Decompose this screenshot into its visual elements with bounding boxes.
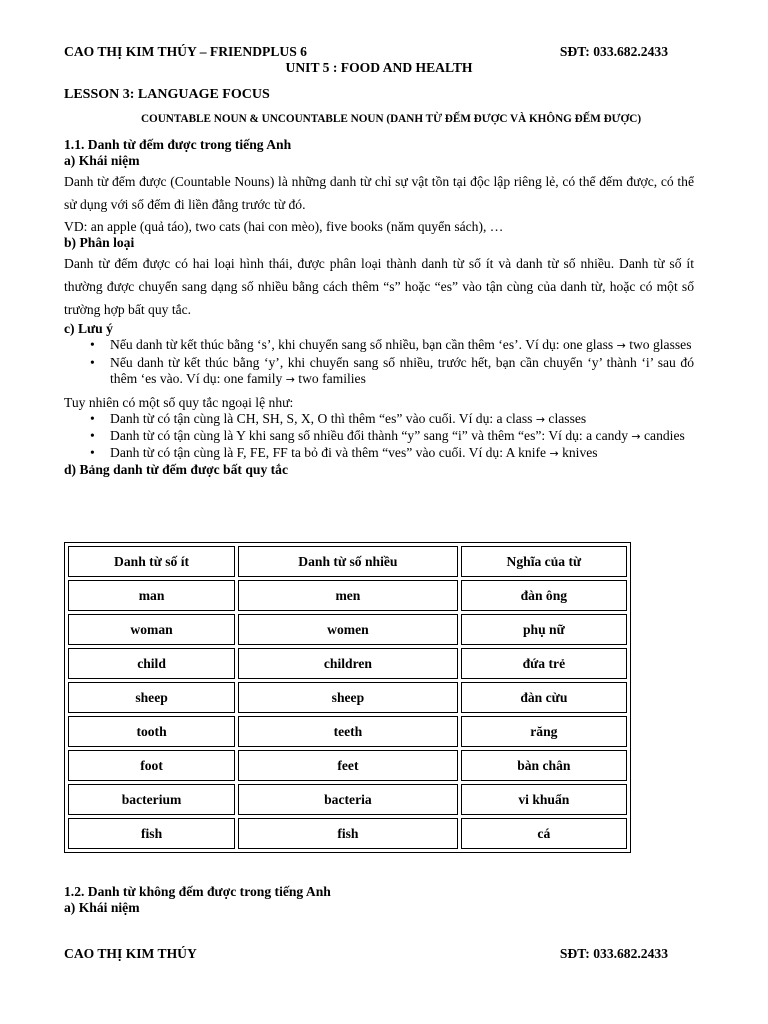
arrow-icon: → [616, 339, 626, 352]
exception-item: • Danh từ có tận cùng là CH, SH, S, X, O thì thêm “es” vào cuối. Ví dụ: a class → classes [110, 411, 694, 428]
footer-phone: SĐT: 033.682.2433 [559, 946, 668, 961]
table-cell: cá [461, 818, 627, 849]
table-cell: bacterium [68, 784, 235, 815]
table-cell: fish [68, 818, 235, 849]
section-d-heading: d) Bảng danh từ đếm được bất quy tắc [64, 462, 289, 477]
section-b-text: Danh từ đếm được có hai loại hình thái, được phân loại thành danh từ số ít và danh từ số nhiều. Danh từ số ít thường được chuyển sang dạng số nhiều bằng cách thêm “s” hoặc “es” vào tận cùng của danh từ, hoặc có một số trường hợp bất quy tắc. [64, 256, 694, 317]
table-cell: man [68, 580, 235, 611]
table-cell: vi khuẩn [461, 784, 627, 815]
table-cell: đứa trẻ [461, 648, 627, 679]
unit-title: UNIT 5 : FOOD AND HEALTH [285, 60, 473, 75]
arrow-icon: → [549, 447, 559, 460]
table-cell: child [68, 648, 235, 679]
irregular-nouns-table [64, 542, 631, 853]
document-page [64, 44, 694, 478]
table-cell: răng [461, 716, 627, 747]
table-row [68, 614, 627, 645]
example-line: VD: an apple (quả táo), two cats (hai con mèo), five books (năm quyển sách), … [64, 219, 504, 234]
footer-author: CAO THỊ KIM THÚY [64, 946, 197, 961]
page-footer [64, 946, 694, 962]
table-header-cell: Danh từ số nhiều [238, 546, 458, 577]
arrow-icon: → [631, 430, 641, 443]
table-cell: teeth [238, 716, 458, 747]
table-row [68, 818, 627, 849]
table-row [68, 750, 627, 781]
table-header-cell: Danh từ số ít [68, 546, 235, 577]
section-1-2-a-heading: a) Khái niệm [64, 900, 140, 915]
arrow-icon: → [535, 413, 546, 426]
exception-item: • Danh từ có tận cùng là F, FE, FF ta bỏ đi và thêm “ves” vào cuối. Ví dụ: A knife → knives [110, 445, 694, 462]
table-cell: men [238, 580, 458, 611]
section-1-2-heading: 1.2. Danh từ không đếm được trong tiếng Anh [64, 884, 331, 899]
table-row [68, 682, 627, 713]
table-header-row [68, 546, 627, 577]
exception-item: • Danh từ có tận cùng là Y khi sang số nhiều đổi thành “y” sang “i” và thêm “es”: Ví dụ: a candy → candies [110, 428, 694, 445]
lesson-title: LESSON 3: LANGUAGE FOCUS [64, 87, 270, 102]
table-row [68, 580, 627, 611]
section-1-1-heading: 1.1. Danh từ đếm được trong tiếng Anh [64, 137, 292, 152]
table-cell: feet [238, 750, 458, 781]
table-cell: đàn ông [461, 580, 627, 611]
table-row [68, 716, 627, 747]
table-header-cell: Nghĩa của từ [461, 546, 627, 577]
table-cell: phụ nữ [461, 614, 627, 645]
header-author: CAO THỊ KIM THÚY – FRIENDPLUS 6 [64, 44, 307, 59]
table-cell: đàn cừu [461, 682, 627, 713]
table-cell: bàn chân [461, 750, 627, 781]
table-cell: foot [68, 750, 235, 781]
notes-list [64, 337, 694, 388]
section-a-text: Danh từ đếm được (Countable Nouns) là những danh từ chỉ sự vật tồn tại độc lập riêng lẻ, có thể đếm được, có thể sử dụng với số đếm đi liền đằng trước từ đó. [64, 174, 694, 212]
section-a-heading: a) Khái niệm [64, 153, 140, 168]
table-cell: fish [238, 818, 458, 849]
table-cell: children [238, 648, 458, 679]
table-cell: women [238, 614, 458, 645]
lesson-subtitle: COUNTABLE NOUN & UNCOUNTABLE NOUN (DANH TỪ ĐẾM ĐƯỢC VÀ KHÔNG ĐẾM ĐƯỢC) [140, 113, 642, 125]
exceptions-intro: Tuy nhiên có một số quy tắc ngoại lệ như: [64, 395, 294, 410]
note-item: • Nếu danh từ kết thúc bằng ‘y’, khi chuyển sang số nhiều, trước hết, bạn cần chuyển ‘y’ thành ‘i’ sau đó thêm ‘es vào. Ví dụ: one family → two families [110, 355, 694, 388]
table-cell: sheep [238, 682, 458, 713]
section-c-heading: c) Lưu ý [64, 321, 113, 336]
section-b-heading: b) Phân loại [64, 235, 135, 250]
note-item: • Nếu danh từ kết thúc bằng ‘s’, khi chuyển sang số nhiều, bạn cần thêm ‘es’. Ví dụ: one glass → two glasses [110, 337, 694, 354]
table-cell: woman [68, 614, 235, 645]
section-1-2 [64, 884, 331, 916]
table-cell: tooth [68, 716, 235, 747]
arrow-icon: → [285, 373, 295, 386]
table-row [68, 648, 627, 679]
table-cell: sheep [68, 682, 235, 713]
table-cell: bacteria [238, 784, 458, 815]
header-phone: SĐT: 033.682.2433 [559, 44, 668, 59]
table-row [68, 784, 627, 815]
exceptions-list [64, 411, 694, 462]
page-header [64, 44, 694, 60]
